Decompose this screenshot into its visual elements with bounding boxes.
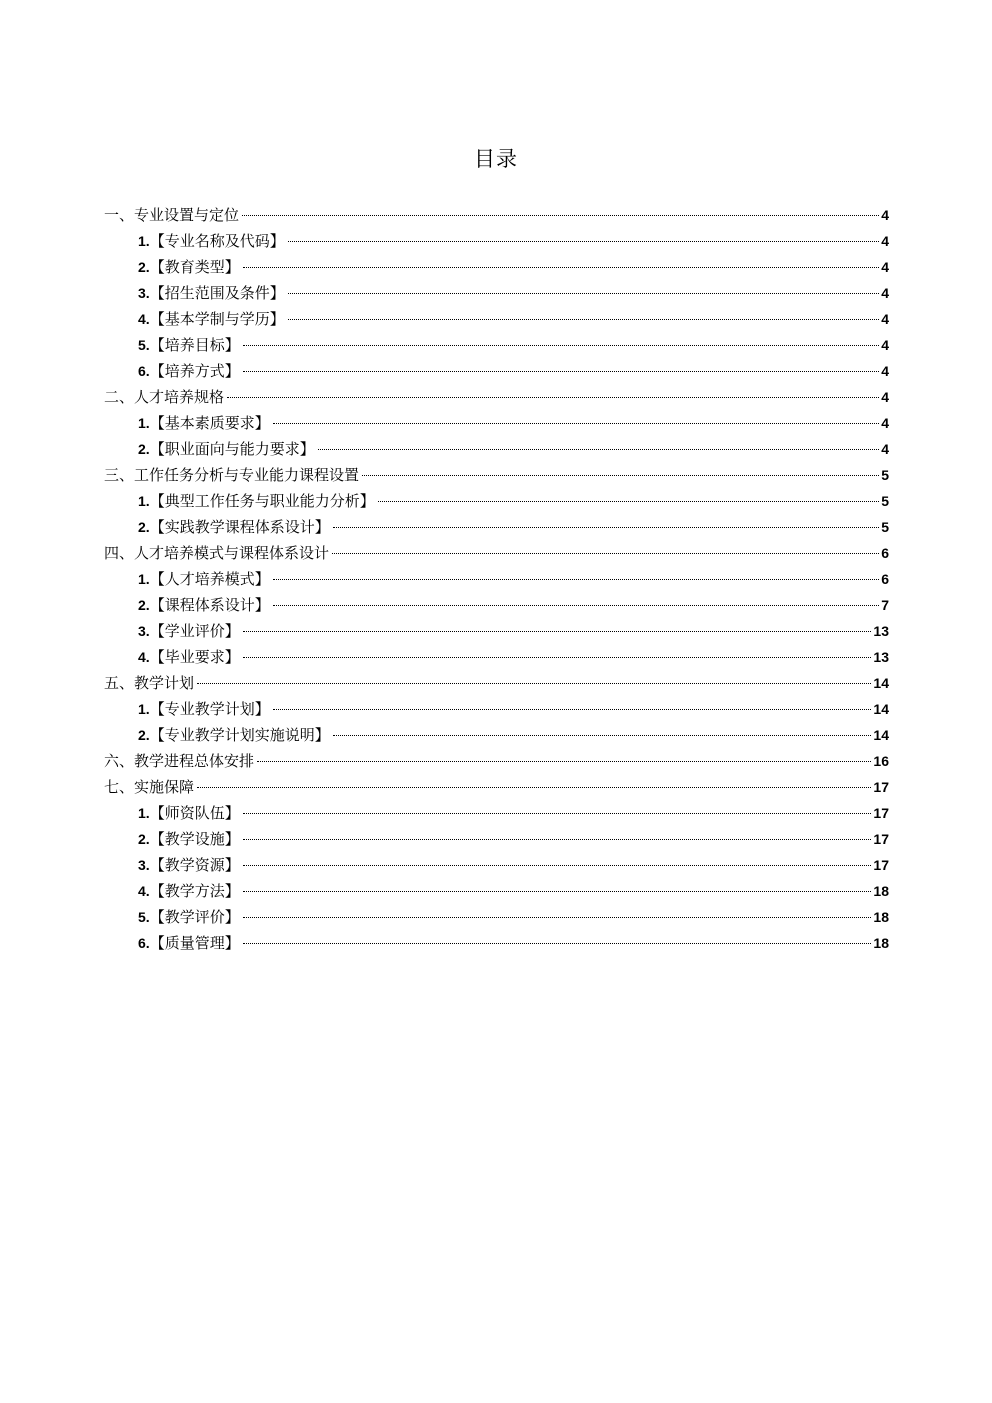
- toc-entry-text: 【学业评价】: [149, 622, 240, 640]
- toc-entry-label: [138, 878, 240, 904]
- toc-entry-text: 【教学资源】: [149, 856, 240, 874]
- toc-subsection-entry[interactable]: [104, 280, 889, 306]
- toc-page-number: 17: [873, 779, 889, 795]
- toc-dot-leader: [243, 839, 872, 840]
- table-of-contents: [104, 202, 889, 956]
- toc-entry-text: 【招生范围及条件】: [149, 284, 285, 302]
- toc-page-number: 5: [881, 493, 889, 509]
- toc-entry-text: 【质量管理】: [149, 934, 240, 952]
- toc-page-number: 5: [881, 519, 889, 535]
- toc-dot-leader: [243, 267, 880, 268]
- toc-entry-label: [138, 566, 270, 592]
- toc-entry-number: 6.: [138, 935, 150, 951]
- toc-entry-label: [138, 644, 240, 670]
- toc-entry-label: [104, 774, 194, 800]
- toc-page-number: 4: [881, 233, 889, 249]
- toc-subsection-entry[interactable]: [104, 618, 889, 644]
- toc-entry-label: [104, 462, 359, 488]
- toc-page-number: 7: [881, 597, 889, 613]
- toc-entry-number: 4.: [138, 649, 150, 665]
- toc-page-number: 17: [873, 805, 889, 821]
- toc-section-entry[interactable]: [104, 748, 889, 774]
- toc-dot-leader: [332, 553, 879, 554]
- toc-dot-leader: [273, 579, 880, 580]
- toc-entry-text: 四、人才培养模式与课程体系设计: [104, 544, 330, 562]
- toc-entry-label: [138, 254, 240, 280]
- toc-subsection-entry[interactable]: [104, 488, 889, 514]
- toc-dot-leader: [197, 787, 871, 788]
- toc-entry-label: [138, 696, 270, 722]
- toc-page-number: 4: [881, 337, 889, 353]
- toc-entry-text: 【专业教学计划】: [149, 700, 270, 718]
- toc-subsection-entry[interactable]: [104, 228, 889, 254]
- toc-dot-leader: [227, 397, 879, 398]
- toc-entry-number: 1.: [138, 493, 150, 509]
- toc-entry-text: 【培养方式】: [149, 362, 240, 380]
- toc-entry-label: [138, 332, 240, 358]
- toc-dot-leader: [362, 475, 879, 476]
- toc-entry-text: 【职业面向与能力要求】: [149, 440, 315, 458]
- toc-entry-text: 【典型工作任务与职业能力分析】: [149, 492, 375, 510]
- toc-dot-leader: [333, 527, 880, 528]
- toc-entry-text: 【专业教学计划实施说明】: [149, 726, 330, 744]
- toc-entry-text: 五、教学计划: [104, 674, 195, 692]
- toc-subsection-entry[interactable]: [104, 930, 889, 956]
- toc-entry-number: 3.: [138, 623, 150, 639]
- toc-page-number: 14: [873, 675, 889, 691]
- toc-entry-text: 二、人才培养规格: [104, 388, 225, 406]
- toc-subsection-entry[interactable]: [104, 410, 889, 436]
- toc-page-number: 4: [881, 207, 889, 223]
- toc-page-number: 4: [881, 415, 889, 431]
- toc-entry-text: 【培养目标】: [149, 336, 240, 354]
- toc-subsection-entry[interactable]: [104, 306, 889, 332]
- toc-entry-text: 【专业名称及代码】: [149, 232, 285, 250]
- toc-entry-number: 5.: [138, 909, 150, 925]
- toc-entry-label: [138, 280, 285, 306]
- toc-title: 目录: [474, 147, 518, 171]
- toc-dot-leader: [243, 891, 872, 892]
- toc-page-number: 4: [881, 285, 889, 301]
- toc-subsection-entry[interactable]: [104, 332, 889, 358]
- toc-entry-text: 【基本学制与学历】: [149, 310, 285, 328]
- toc-entry-text: 【教学设施】: [149, 830, 240, 848]
- toc-subsection-entry[interactable]: [104, 592, 889, 618]
- toc-dot-leader: [257, 761, 871, 762]
- toc-entry-text: 七、实施保障: [104, 778, 195, 796]
- toc-entry-text: 【毕业要求】: [149, 648, 240, 666]
- toc-entry-label: [138, 228, 285, 254]
- toc-page-number: 13: [873, 623, 889, 639]
- toc-dot-leader: [318, 449, 880, 450]
- toc-page-number: 4: [881, 363, 889, 379]
- toc-entry-number: 2.: [138, 519, 150, 535]
- toc-dot-leader: [378, 501, 880, 502]
- toc-dot-leader: [288, 319, 880, 320]
- toc-dot-leader: [243, 631, 872, 632]
- toc-page-number: 4: [881, 441, 889, 457]
- toc-subsection-entry[interactable]: [104, 800, 889, 826]
- toc-entry-label: [138, 514, 330, 540]
- toc-dot-leader: [273, 423, 880, 424]
- toc-entry-number: 5.: [138, 337, 150, 353]
- toc-entry-number: 6.: [138, 363, 150, 379]
- toc-entry-number: 2.: [138, 831, 150, 847]
- toc-entry-number: 1.: [138, 805, 150, 821]
- toc-page-number: 4: [881, 311, 889, 327]
- toc-page-number: 4: [881, 389, 889, 405]
- toc-entry-label: [104, 670, 194, 696]
- toc-entry-label: [138, 306, 285, 332]
- toc-entry-label: [138, 800, 240, 826]
- toc-page-number: 13: [873, 649, 889, 665]
- toc-entry-label: [138, 722, 330, 748]
- toc-dot-leader: [243, 657, 872, 658]
- toc-page-number: 14: [873, 701, 889, 717]
- toc-entry-text: 一、专业设置与定位: [104, 206, 240, 224]
- toc-subsection-entry[interactable]: [104, 514, 889, 540]
- toc-dot-leader: [243, 813, 872, 814]
- toc-page-number: 5: [881, 467, 889, 483]
- toc-entry-number: 1.: [138, 701, 150, 717]
- toc-entry-text: 【实践教学课程体系设计】: [149, 518, 330, 536]
- toc-page-number: 17: [873, 857, 889, 873]
- toc-entry-text: 【教学评价】: [149, 908, 240, 926]
- toc-page-number: 16: [873, 753, 889, 769]
- toc-subsection-entry[interactable]: [104, 826, 889, 852]
- toc-subsection-entry[interactable]: [104, 644, 889, 670]
- toc-page-number: 6: [881, 571, 889, 587]
- toc-dot-leader: [243, 371, 880, 372]
- toc-dot-leader: [243, 345, 880, 346]
- toc-page-number: 6: [881, 545, 889, 561]
- toc-subsection-entry[interactable]: [104, 254, 889, 280]
- toc-entry-label: [138, 592, 270, 618]
- toc-dot-leader: [197, 683, 871, 684]
- toc-entry-number: 3.: [138, 857, 150, 873]
- toc-entry-label: [104, 748, 254, 774]
- toc-entry-number: 4.: [138, 311, 150, 327]
- toc-entry-label: [138, 618, 240, 644]
- toc-entry-number: 2.: [138, 597, 150, 613]
- toc-subsection-entry[interactable]: [104, 722, 889, 748]
- toc-dot-leader: [243, 917, 872, 918]
- toc-entry-text: 【教学方法】: [149, 882, 240, 900]
- toc-entry-label: [138, 826, 240, 852]
- toc-dot-leader: [333, 735, 872, 736]
- toc-page-number: 17: [873, 831, 889, 847]
- toc-dot-leader: [243, 943, 872, 944]
- toc-entry-label: [138, 488, 375, 514]
- toc-subsection-entry[interactable]: [104, 904, 889, 930]
- toc-section-entry[interactable]: [104, 384, 889, 410]
- toc-entry-number: 4.: [138, 883, 150, 899]
- toc-entry-label: [104, 202, 239, 228]
- toc-entry-number: 3.: [138, 285, 150, 301]
- toc-entry-text: 【教育类型】: [149, 258, 240, 276]
- toc-dot-leader: [242, 215, 879, 216]
- toc-page-number: 18: [873, 909, 889, 925]
- toc-entry-text: 三、工作任务分析与专业能力课程设置: [104, 466, 360, 484]
- toc-section-entry[interactable]: [104, 462, 889, 488]
- toc-subsection-entry[interactable]: [104, 878, 889, 904]
- toc-entry-text: 【人才培养模式】: [149, 570, 270, 588]
- toc-page-number: 4: [881, 259, 889, 275]
- toc-entry-number: 1.: [138, 415, 150, 431]
- toc-entry-number: 1.: [138, 233, 150, 249]
- toc-entry-number: 2.: [138, 259, 150, 275]
- toc-subsection-entry[interactable]: [104, 436, 889, 462]
- toc-section-entry[interactable]: [104, 540, 889, 566]
- toc-entry-text: 【基本素质要求】: [149, 414, 270, 432]
- toc-entry-label: [138, 904, 240, 930]
- toc-entry-text: 六、教学进程总体安排: [104, 752, 255, 770]
- toc-dot-leader: [288, 293, 880, 294]
- toc-entry-label: [138, 930, 240, 956]
- toc-subsection-entry[interactable]: [104, 358, 889, 384]
- toc-entry-label: [138, 852, 240, 878]
- toc-section-entry[interactable]: [104, 670, 889, 696]
- toc-entry-text: 【师资队伍】: [149, 804, 240, 822]
- toc-entry-number: 2.: [138, 727, 150, 743]
- toc-page-number: 18: [873, 883, 889, 899]
- toc-subsection-entry[interactable]: [104, 852, 889, 878]
- toc-entry-number: 2.: [138, 441, 150, 457]
- toc-dot-leader: [273, 709, 872, 710]
- toc-subsection-entry[interactable]: [104, 566, 889, 592]
- toc-entry-label: [138, 436, 315, 462]
- toc-section-entry[interactable]: [104, 774, 889, 800]
- toc-entry-label: [138, 410, 270, 436]
- toc-entry-label: [104, 384, 224, 410]
- toc-entry-label: [138, 358, 240, 384]
- toc-entry-label: [104, 540, 329, 566]
- toc-section-entry[interactable]: [104, 202, 889, 228]
- toc-subsection-entry[interactable]: [104, 696, 889, 722]
- toc-entry-text: 【课程体系设计】: [149, 596, 270, 614]
- toc-entry-number: 1.: [138, 571, 150, 587]
- toc-page-number: 14: [873, 727, 889, 743]
- toc-page-number: 18: [873, 935, 889, 951]
- toc-dot-leader: [273, 605, 880, 606]
- toc-dot-leader: [243, 865, 872, 866]
- toc-dot-leader: [288, 241, 880, 242]
